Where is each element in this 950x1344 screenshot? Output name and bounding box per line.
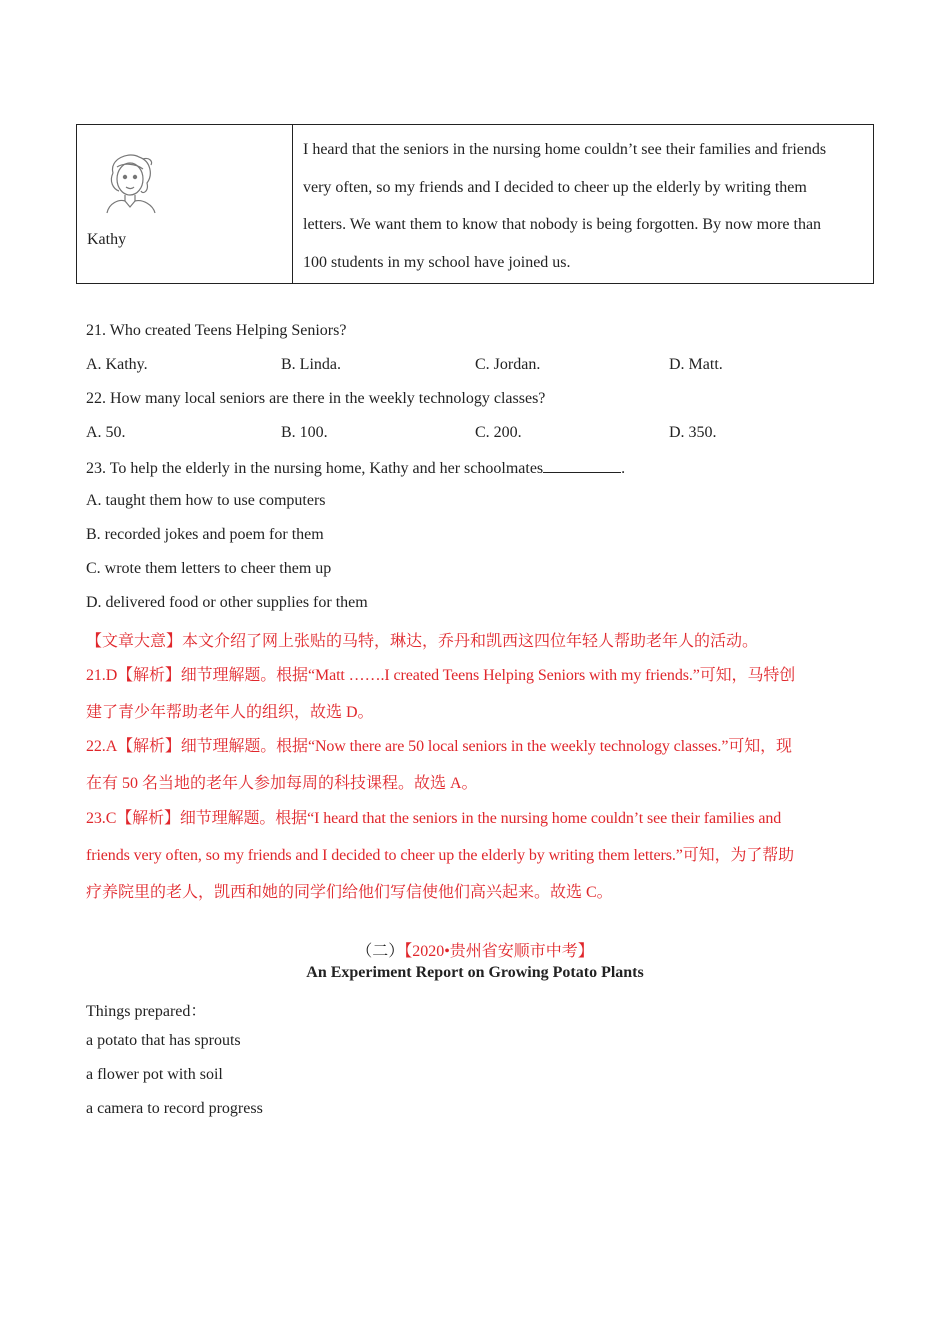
analysis-summary: 【文章大意】本文介绍了网上张贴的马特，琳达，乔丹和凯西这四位年轻人帮助老年人的活动。 (86, 633, 759, 650)
option-23b: B. recorded jokes and poem for them (86, 526, 324, 543)
quote-line: I heard that the seniors in the nursing home couldn’t see their families and friends (303, 141, 827, 158)
analysis-22-line2: 在有 50 名当地的老年人参加每周的科技课程。故选 A。 (86, 775, 478, 792)
option-21d: D. Matt. (669, 356, 723, 373)
section-number: （二） (356, 943, 405, 960)
quote-line: 100 students in my school have joined us. (303, 253, 571, 271)
option-21b: B. Linda. (281, 356, 341, 373)
quote-table (76, 124, 874, 284)
question-23-stem: 23. To help the elderly in the nursing home, Kathy and her schoolmates (86, 460, 544, 477)
things-item: a flower pot with soil (86, 1066, 223, 1083)
analysis-22-line1: 22.A【解析】细节理解题。根据“Now there are 50 local seniors in the weekly technology classes.”可知，现 (86, 738, 792, 755)
question-23 (86, 458, 625, 478)
option-22a: A. 50. (86, 424, 126, 441)
analysis-23-line1: 23.C【解析】细节理解题。根据“I heard that the seniors in the nursing home couldn’t see their families and (86, 810, 782, 827)
girl-portrait-icon (99, 151, 161, 215)
things-item: a potato that has sprouts (86, 1032, 241, 1049)
person-name: Kathy (87, 231, 127, 248)
quote-line: very often, so my friends and I decided to cheer up the elderly by writing them (303, 178, 807, 196)
quote-line: letters. We want them to know that nobody is being forgotten. By now more than (303, 216, 822, 233)
option-23a: A. taught them how to use computers (86, 492, 326, 509)
option-21a: A. Kathy. (86, 356, 148, 373)
answer-blank (543, 458, 621, 473)
section-source: 【2020•贵州省安顺市中考】 (404, 943, 594, 960)
person-cell (77, 125, 293, 283)
question-23-period: . (621, 460, 626, 477)
section-heading (0, 938, 950, 961)
quote-cell (293, 125, 873, 283)
option-21c: C. Jordan. (475, 356, 541, 373)
option-22c: C. 200. (475, 424, 522, 441)
analysis-21-line1: 21.D【解析】细节理解题。根据“Matt …….I created Teens Helping Seniors with my friends.”可知，马特创 (86, 667, 796, 684)
things-item: a camera to record progress (86, 1100, 263, 1117)
option-22d: D. 350. (669, 424, 717, 441)
analysis-23-line3: 疗养院里的老人，凯西和她的同学们给他们写信使他们高兴起来。故选 C。 (86, 884, 613, 901)
option-23c: C. wrote them letters to cheer them up (86, 560, 332, 577)
report-title: An Experiment Report on Growing Potato Plants (306, 964, 644, 981)
analysis-23-line2: friends very often, so my friends and I decided to cheer up the elderly by writing them letters.”可知，为了帮助 (86, 847, 795, 864)
things-heading: Things prepared： (86, 1003, 207, 1020)
analysis-21-line2: 建了青少年帮助老年人的组织，故选 D。 (86, 704, 374, 721)
question-21: 21. Who created Teens Helping Seniors? (86, 322, 347, 339)
option-23d: D. delivered food or other supplies for them (86, 594, 368, 611)
question-22: 22. How many local seniors are there in the weekly technology classes? (86, 390, 546, 407)
option-22b: B. 100. (281, 424, 328, 441)
